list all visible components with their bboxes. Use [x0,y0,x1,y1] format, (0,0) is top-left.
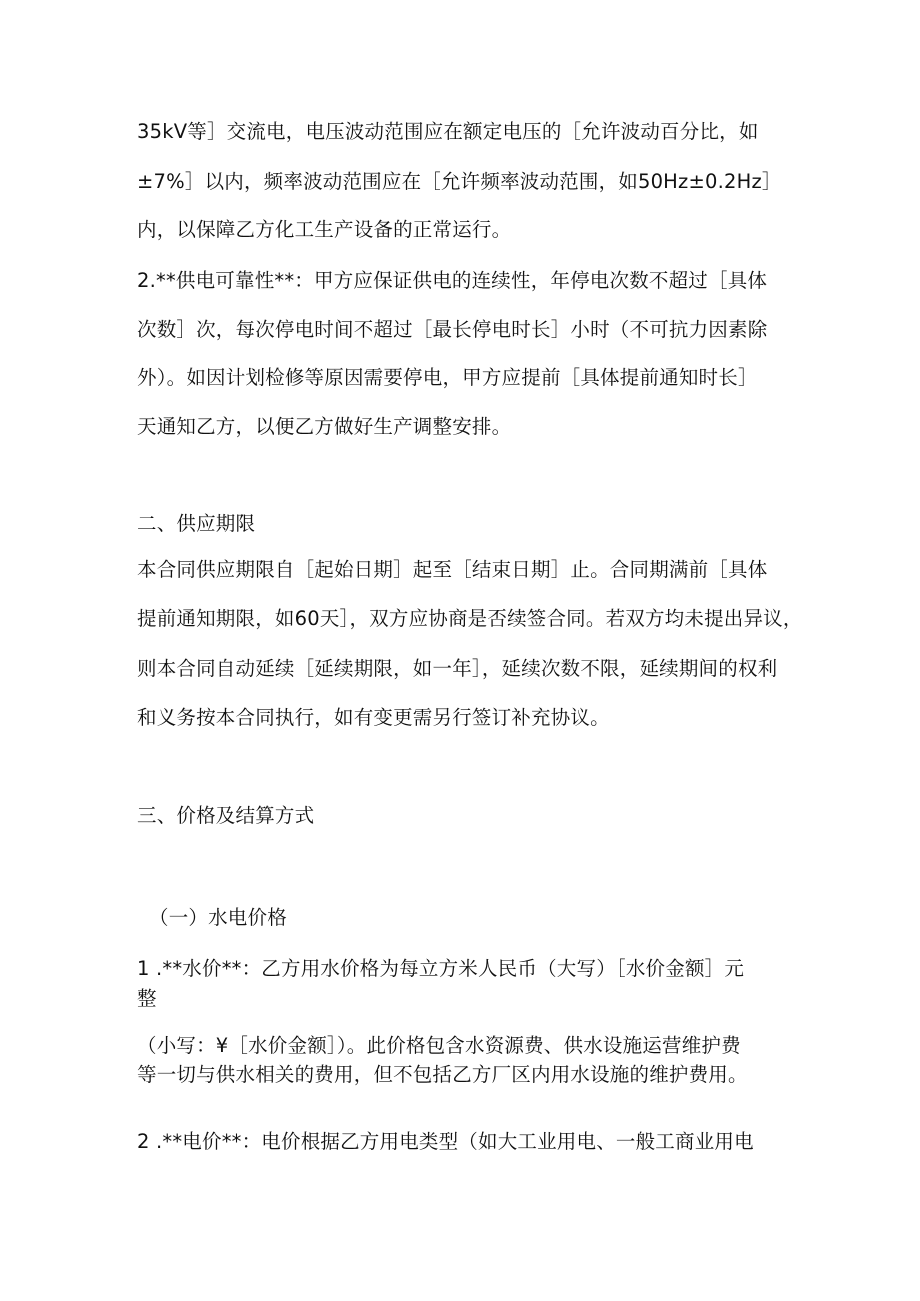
text-line: 1 .**水价**：乙方用水价格为每立方米人民币（大写）［水价金额］元 [137,957,745,980]
text-line: 本合同供应期限自［起始日期］起至［结束日期］止。合同期满前［具体 [137,558,768,581]
subsection-heading: （一）水电价格 [149,906,287,929]
text-line: 和义务按本合同执行，如有变更需另行签订补充协议。 [137,706,610,729]
text-line: 内，以保障乙方化工生产设备的正常运行。 [137,218,512,241]
text-line: 则本合同自动延续［延续期限，如一年］，延续次数不限，延续期间的权利 [137,657,778,680]
text-line: 天通知乙方，以便乙方做好生产调整安排。 [137,415,512,438]
text-line: 35kV等］交流电，电压波动范围应在额定电压的［允许波动百分比，如 [137,120,759,143]
text-line: ±7%］以内，频率波动范围应在［允许频率波动范围，如50Hz±0.2Hz］ [137,170,782,193]
text-line: 2 .**电价**：电价根据乙方用电类型（如大工业用电、一般工商业用电 [137,1130,754,1153]
text-line: 提前通知期限，如60天］，双方应协商是否续签合同。若双方均未提出异议， [137,607,803,630]
text-line: 等一切与供水相关的费用，但不包括乙方厂区内用水设施的维护费用。 [137,1063,748,1086]
section-heading: 三、价格及结算方式 [137,804,315,827]
text-line: 整 [137,987,157,1010]
section-heading: 二、供应期限 [137,512,256,535]
text-line: 次数］次，每次停电时间不超过［最长停电时长］小时（不可抗力因素除 [137,318,768,341]
text-line: （小写：¥［水价金额］）。此价格包含水资源费、供水设施运营维护费 [137,1034,741,1057]
text-line: 2.**供电可靠性**：甲方应保证供电的连续性，年停电次数不超过［具体 [137,269,768,292]
text-line: 外）。如因计划检修等原因需要停电，甲方应提前［具体提前通知时长］ [137,366,758,389]
